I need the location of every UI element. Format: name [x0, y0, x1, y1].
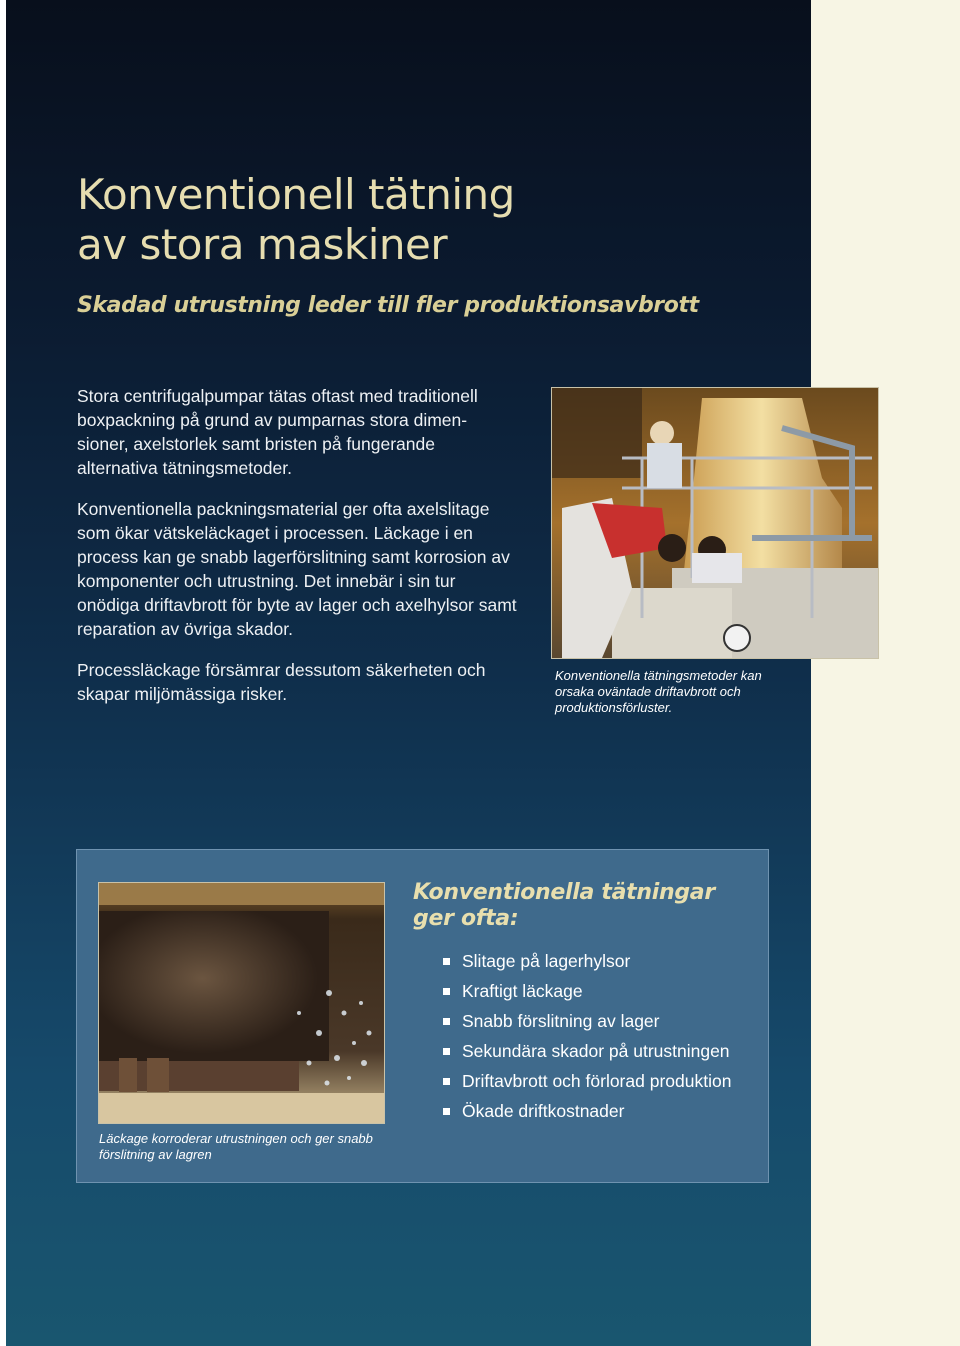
list-item-label: Kraftigt läckage: [462, 981, 583, 1001]
bullet-square-icon: [443, 1048, 450, 1055]
bullet-square-icon: [443, 958, 450, 965]
page-subtitle: Skadad utrustning leder till fler produktionsavbrott: [77, 293, 699, 318]
list-item-label: Sekundära skador på utrustningen: [462, 1041, 730, 1061]
pump-maintenance-illustration: [552, 388, 878, 658]
list-item: [443, 950, 753, 972]
list-item: [443, 1070, 753, 1092]
photo2-caption: Läckage korroderar utrustningen och ger snabb förslitning av lagren: [99, 1131, 373, 1162]
page-title: [77, 170, 515, 270]
bullet-square-icon: [443, 1018, 450, 1025]
list-item: [443, 980, 753, 1002]
bullet-square-icon: [443, 1078, 450, 1085]
body-text: [77, 384, 517, 723]
side-margin-strip: [811, 0, 960, 1346]
box-title-line-1: Konventionella tätningar: [413, 880, 715, 905]
leaking-pump-photo: [98, 882, 385, 1124]
page-title-line-1: Konventionell tätning: [77, 170, 515, 219]
pump-maintenance-photo: [551, 387, 879, 659]
list-item: [443, 1100, 753, 1122]
bullet-square-icon: [443, 1108, 450, 1115]
list-item: [443, 1040, 753, 1062]
leaking-pump-illustration: [99, 883, 384, 1123]
list-item-label: Snabb förslitning av lager: [462, 1011, 660, 1031]
page-title-line-2: av stora maskiner: [77, 220, 448, 269]
effects-list: [443, 950, 753, 1130]
list-item-label: Slitage på lagerhylsor: [462, 951, 631, 971]
paragraph-1: Stora centrifugalpumpar tätas oftast med traditionell boxpackning på grund av pumparnas stora dimen-sioner, axelstorlek samt bristen på fungerande alternativa tätningsmetoder.: [77, 386, 478, 478]
list-item: [443, 1010, 753, 1032]
paragraph-3: Processläckage försämrar dessutom säkerheten och skapar miljömässiga risker.: [77, 660, 486, 704]
box-title-line-2: ger ofta:: [413, 906, 519, 931]
list-item-label: Ökade driftkostnader: [462, 1101, 625, 1121]
bullet-square-icon: [443, 988, 450, 995]
paragraph-2: Konventionella packningsmaterial ger ofta axelslitage som ökar vätskeläckaget i processen. Läckage i en process kan ge snabb lagerförslitning samt korrosion av komponenter och utrustning. Det innebär i sin tur onödiga driftavbrott för byte av lager och axelhylsor samt reparation av övriga skador.: [77, 499, 517, 639]
box-title: [413, 880, 715, 932]
list-item-label: Driftavbrott och förlorad produktion: [462, 1071, 732, 1091]
photo1-caption: Konventionella tätningsmetoder kan orsaka oväntade driftavbrott och produktionsförluster.: [555, 668, 762, 715]
